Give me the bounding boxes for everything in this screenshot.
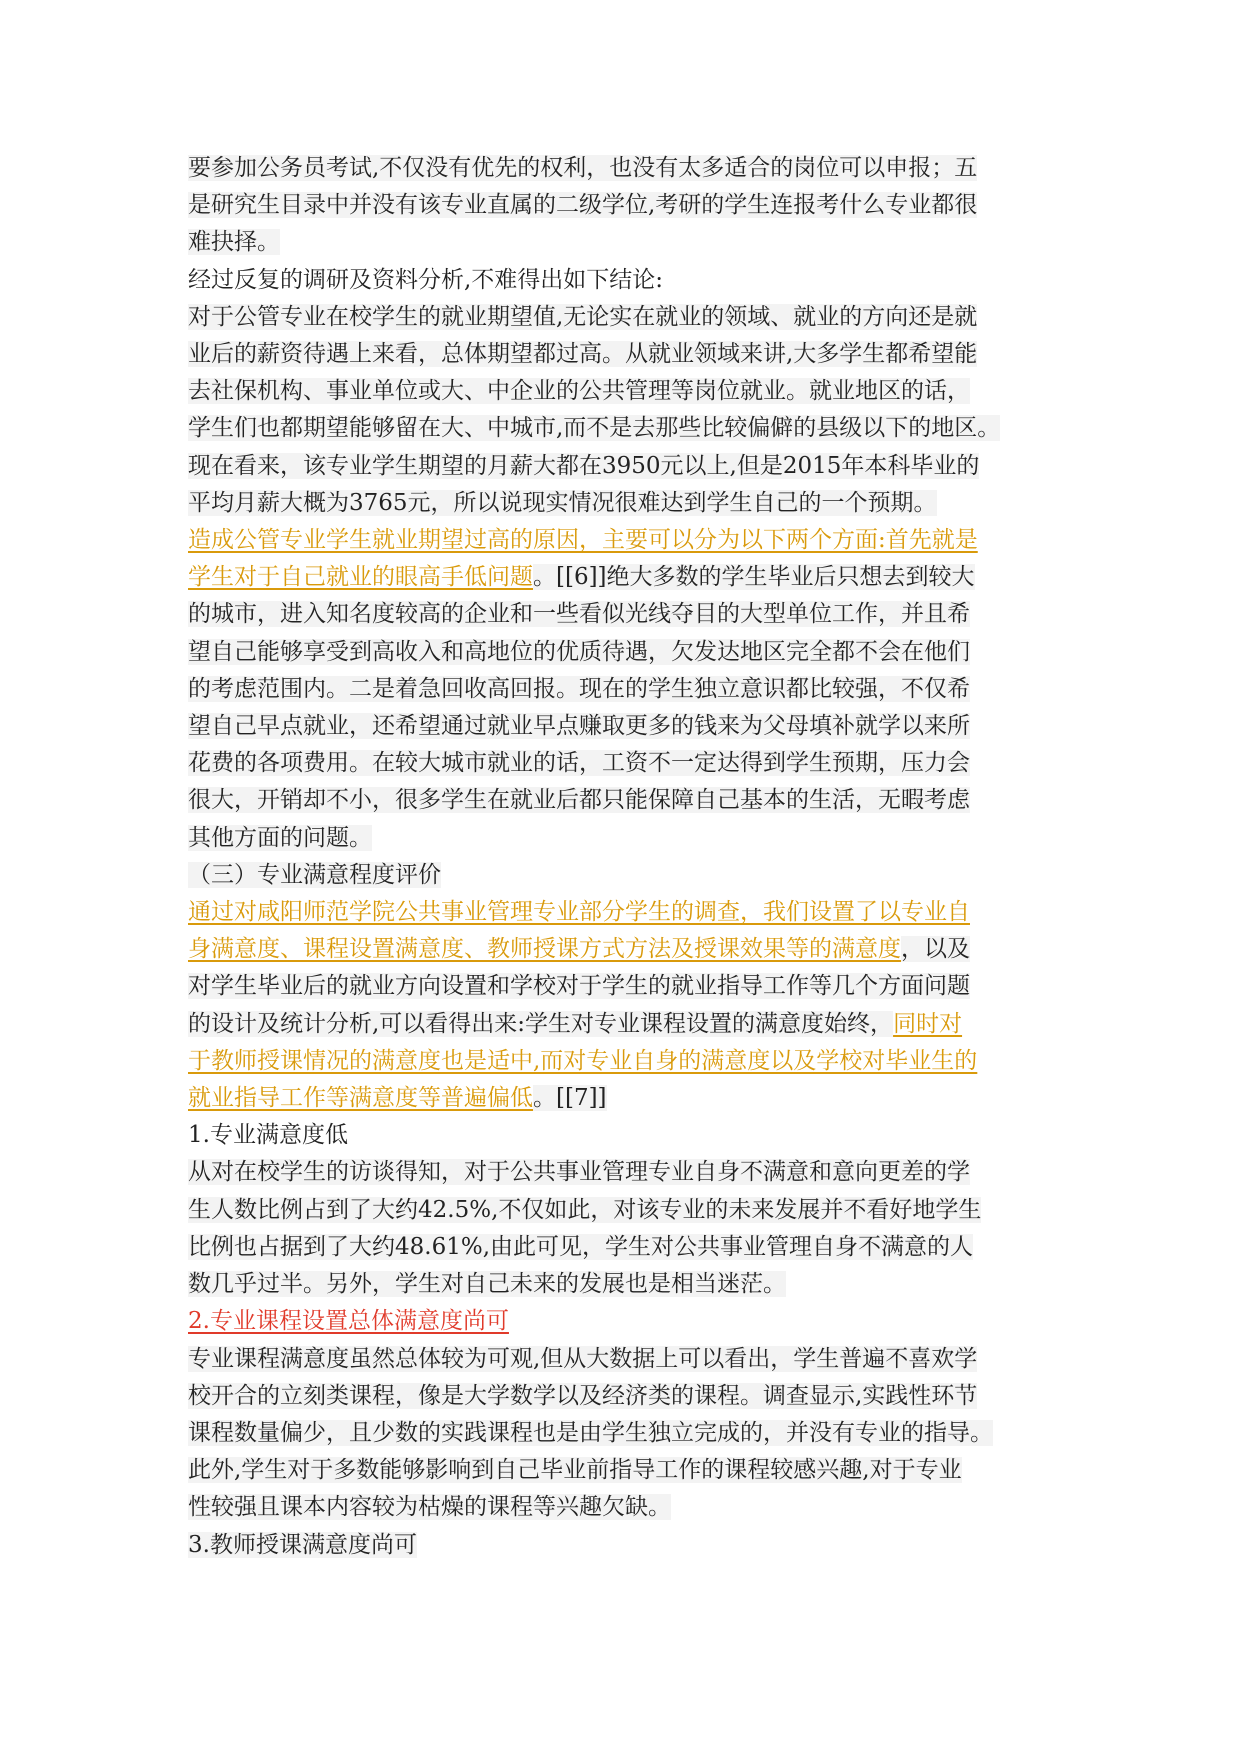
- text-run: 对学生毕业后的就业方向设置和学校对于学生的就业指导工作等几个方面问题: [188, 973, 970, 1000]
- highlighted-text: 学生对于自己就业的眼高手低问题: [188, 564, 533, 591]
- text-line: [188, 1415, 1068, 1452]
- text-run: 数几乎过半。另外，学生对自己未来的发展也是相当迷茫。: [188, 1271, 786, 1298]
- text-line: [188, 745, 1068, 782]
- text-line: [188, 262, 1068, 299]
- text-run: （三）专业满意程度评价: [188, 861, 441, 888]
- text-line: [188, 522, 1068, 559]
- text-run: 望自己早点就业，还希望通过就业早点赚取更多的钱来为父母填补就学以来所: [188, 713, 970, 740]
- text-line: [188, 1043, 1068, 1080]
- text-run: 去社保机构、事业单位或大、中企业的公共管理等岗位就业。就业地区的话，: [188, 378, 970, 405]
- text-line: [188, 857, 1068, 894]
- text-run: 1.专业满意度低: [188, 1122, 348, 1149]
- text-run: 现在看来，该专业学生期望的月薪大都在3950元以上,但是2015年本科毕业的: [188, 452, 980, 479]
- text-line: [188, 187, 1068, 224]
- text-line: [188, 968, 1068, 1005]
- text-run: 对于公管专业在校学生的就业期望值,无论实在就业的领域、就业的方向还是就: [188, 303, 978, 330]
- text-run: 专业课程满意度虽然总体较为可观,但从大数据上可以看出，学生普遍不喜欢学: [188, 1345, 978, 1372]
- text-run: 的设计及统计分析,可以看得出来:学生对专业课程设置的满意度始终，: [188, 1010, 894, 1037]
- highlighted-text: 通过对咸阳师范学院公共事业管理专业部分学生的调查，我们设置了以专业自: [188, 899, 970, 926]
- highlighted-text: 同时对: [893, 1010, 963, 1037]
- text-run: 学生们也都期望能够留在大、中城市,而不是去那些比较偏僻的县级以下的地区。: [188, 415, 1001, 442]
- text-run: 。[[7]]: [533, 1085, 607, 1112]
- text-run: 难抉择。: [188, 229, 280, 256]
- text-line: [188, 1080, 1068, 1117]
- text-line: [188, 448, 1068, 485]
- section-heading-marked: 2.专业课程设置总体满意度尚可: [188, 1308, 509, 1335]
- text-run: 。[[6]]绝大多数的学生毕业后只想去到较大: [533, 564, 975, 591]
- text-line: [188, 1154, 1068, 1191]
- text-run: 此外,学生对于多数能够影响到自己毕业前指导工作的课程较感兴趣,对于专业: [188, 1457, 962, 1484]
- text-run: 校开合的立刻类课程，像是大学数学以及经济类的课程。调查显示,实践性环节: [188, 1382, 978, 1409]
- text-run: 要参加公务员考试,不仅没有优先的权利，也没有太多适合的岗位可以申报；五: [188, 155, 978, 181]
- text-run: 比例也占据到了大约48.61%,由此可见，学生对公共事业管理自身不满意的人: [188, 1233, 974, 1260]
- text-line: [188, 931, 1068, 968]
- text-run: 平均月薪大概为3765元，所以说现实情况很难达到学生自己的一个预期。: [188, 489, 937, 516]
- text-line: [188, 1303, 1068, 1340]
- text-line: [188, 1229, 1068, 1266]
- text-line: [188, 1341, 1068, 1378]
- text-run: 其他方面的问题。: [188, 824, 372, 851]
- text-line: [188, 150, 1068, 187]
- text-run: 性较强且课本内容较为枯燥的课程等兴趣欠缺。: [188, 1494, 671, 1521]
- text-run: 的考虑范围内。二是着急回收高回报。现在的学生独立意识都比较强，不仅希: [188, 675, 970, 702]
- text-line: [188, 671, 1068, 708]
- text-line: [188, 485, 1068, 522]
- highlighted-text: 造成公管专业学生就业期望过高的原因，主要可以分为以下两个方面:首先就是: [188, 527, 978, 554]
- text-line: [188, 410, 1068, 447]
- text-line: [188, 1117, 1068, 1154]
- text-line: [188, 820, 1068, 857]
- text-run: 望自己能够享受到高收入和高地位的优质待遇，欠发达地区完全都不会在他们: [188, 638, 970, 665]
- text-line: [188, 596, 1068, 633]
- text-line: [188, 1006, 1068, 1043]
- text-run: 经过反复的调研及资料分析,不难得出如下结论:: [188, 266, 664, 293]
- text-line: [188, 559, 1068, 596]
- text-line: [188, 1452, 1068, 1489]
- text-line: [188, 782, 1068, 819]
- text-line: [188, 708, 1068, 745]
- text-line: [188, 224, 1068, 261]
- text-line: [188, 373, 1068, 410]
- text-run: 业后的薪资待遇上来看，总体期望都过高。从就业领域来讲,大多学生都希望能: [188, 341, 978, 368]
- text-run: 是研究生目录中并没有该专业直属的二级学位,考研的学生连报考什么专业都很: [188, 192, 978, 219]
- text-line: [188, 1527, 1068, 1564]
- text-run: 课程数量偏少，且少数的实践课程也是由学生独立完成的，并没有专业的指导。: [188, 1419, 993, 1446]
- text-line: [188, 1266, 1068, 1303]
- text-run: 生人数比例占到了大约42.5%,不仅如此，对该专业的未来发展并不看好地学生: [188, 1196, 982, 1223]
- text-run: ，以及: [901, 936, 970, 963]
- text-line: [188, 336, 1068, 373]
- text-run: 3.教师授课满意度尚可: [188, 1531, 417, 1558]
- text-line: [188, 1192, 1068, 1229]
- text-line: [188, 1378, 1068, 1415]
- highlighted-text: 就业指导工作等满意度等普遍偏低: [188, 1085, 533, 1112]
- text-line: [188, 299, 1068, 336]
- highlighted-text: 于教师授课情况的满意度也是适中,而对专业自身的满意度以及学校对毕业生的: [188, 1047, 978, 1074]
- document-body: [188, 150, 1068, 1564]
- text-run: 从对在校学生的访谈得知，对于公共事业管理专业自身不满意和意向更差的学: [188, 1159, 970, 1186]
- highlighted-text: 身满意度、课程设置满意度、教师授课方式方法及授课效果等的满意度: [188, 936, 901, 963]
- text-run: 很大，开销却不小，很多学生在就业后都只能保障自己基本的生活，无暇考虑: [188, 787, 970, 814]
- text-line: [188, 1489, 1068, 1526]
- text-run: 花费的各项费用。在较大城市就业的话，工资不一定达得到学生预期，压力会: [188, 750, 970, 777]
- text-line: [188, 634, 1068, 671]
- text-line: [188, 894, 1068, 931]
- text-run: 的城市，进入知名度较高的企业和一些看似光线夺目的大型单位工作，并且希: [188, 601, 970, 628]
